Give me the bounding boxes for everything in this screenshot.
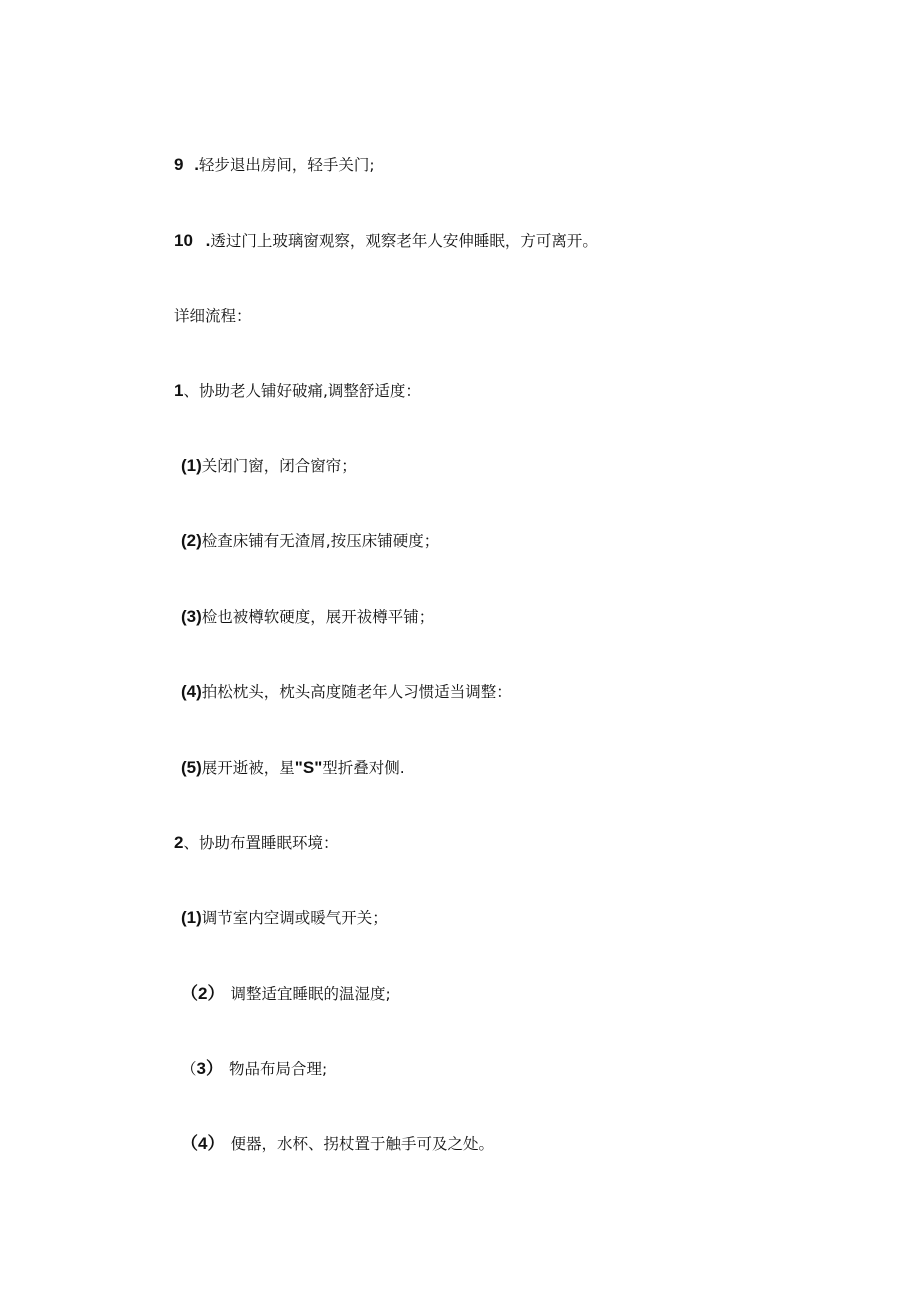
item-text-after: 型折叠对侧. <box>322 759 405 777</box>
section-2-item-4 <box>181 1134 494 1154</box>
section-number: 2 <box>174 833 184 852</box>
item-text-before: 展开逝被，星 <box>201 759 295 777</box>
section-title-text: 、协助布置睡眠环境： <box>183 834 339 852</box>
section-2-title <box>174 833 338 853</box>
item-text: 物品布局合理; <box>228 1060 328 1078</box>
section-2-item-1 <box>181 908 388 928</box>
item-number: 3） <box>196 1059 223 1078</box>
item-text: 关闭门窗，闭合窗帘； <box>201 457 357 475</box>
item-text: 检也被樽软硬度，展开祓樽平铺； <box>201 608 435 626</box>
step-text: 透过门上玻璃窗观察，观察老年人安伸睡眠，方可离开。 <box>210 232 598 250</box>
step-number: 9 <box>174 155 184 174</box>
item-number: (1) <box>181 908 202 927</box>
item-text: 检查床铺有无渣屑,按压床铺硬度； <box>201 532 440 550</box>
section-1-item-4 <box>181 682 512 702</box>
section-heading <box>174 306 252 326</box>
item-number-open: （ <box>181 1060 197 1078</box>
step-text: 轻步退出房间，轻手关门; <box>198 156 375 174</box>
step-10 <box>174 231 598 251</box>
item-text: 调节室内空调或暖气开关； <box>201 909 388 927</box>
item-number: （4） <box>181 1134 225 1153</box>
section-1-item-5 <box>181 758 405 778</box>
section-1-item-1 <box>181 456 357 476</box>
section-1-title <box>174 381 421 401</box>
item-text: 调整适宜睡眠的温湿度; <box>230 985 391 1003</box>
section-heading-text: 详细流程： <box>174 307 252 325</box>
step-9 <box>174 155 375 175</box>
item-number: (5) <box>181 758 202 777</box>
section-1-item-2 <box>181 531 439 551</box>
section-title-text: 、协助老人铺好破痛,调整舒适度： <box>183 382 421 400</box>
step-separator: . <box>200 231 211 250</box>
section-1-item-3 <box>181 607 434 627</box>
item-number: (3) <box>181 607 202 626</box>
item-number: (4) <box>181 682 202 701</box>
item-quote: "S" <box>294 758 323 777</box>
item-number: (2) <box>181 531 202 550</box>
section-number: 1 <box>174 381 184 400</box>
item-number: (1) <box>181 456 202 475</box>
step-number: 10 <box>174 231 193 250</box>
step-separator: . <box>189 155 199 174</box>
item-text: 拍松枕头，枕头高度随老年人习惯适当调整： <box>201 683 512 701</box>
item-number: （2） <box>181 984 225 1003</box>
item-text: 便器，水杯、拐杖置于触手可及之处。 <box>230 1135 494 1153</box>
section-2-item-2 <box>181 984 391 1004</box>
section-2-item-3 <box>181 1059 327 1079</box>
